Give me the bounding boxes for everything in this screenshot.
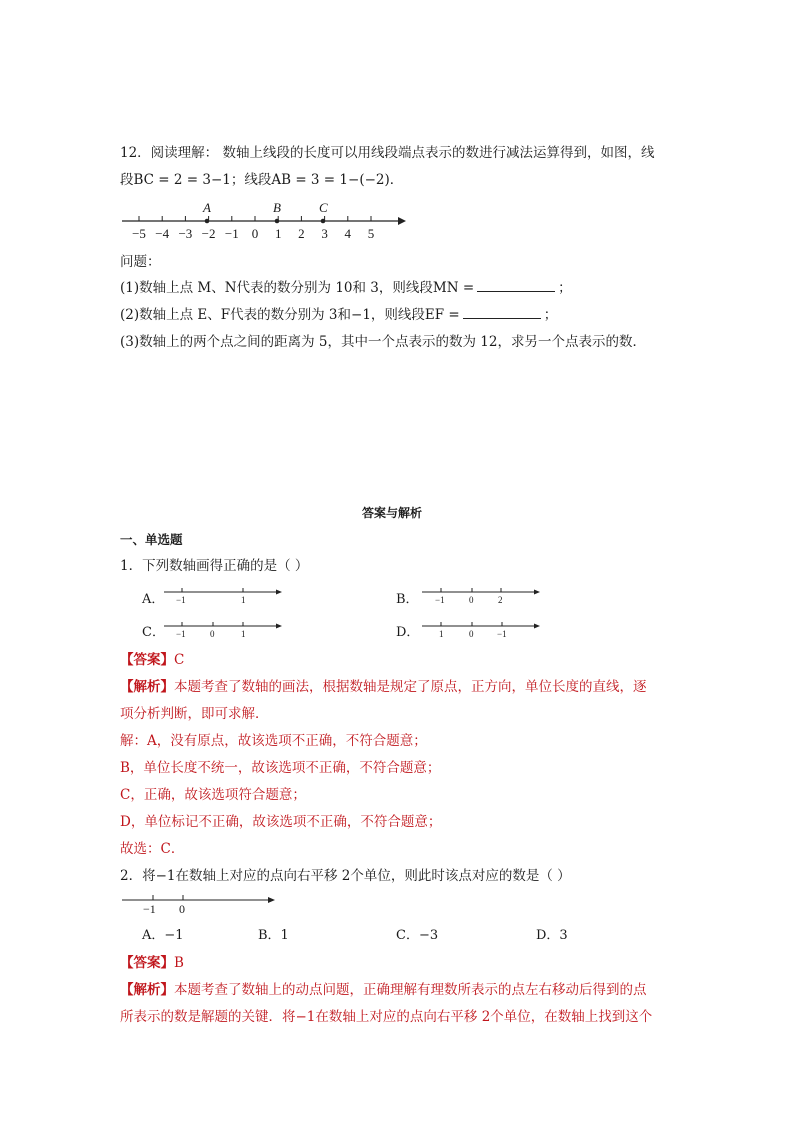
answer-value: B — [174, 955, 184, 971]
q2-option-b: B．1 — [258, 928, 289, 943]
answers-title: 答案与解析 — [362, 506, 423, 520]
q12-part3: (3)数轴上的两个点之间的距离为 5，其中一个点表示的数为 12，求另一个点表示的数． — [120, 334, 646, 350]
q2-option-d: D．3 — [536, 928, 568, 943]
q2-analysis-line2: 所表示的数是解题的关键．将−1在数轴上对应的点向右平移 2个单位，在数轴上找到这个 — [120, 1009, 653, 1025]
axis-tick-label: −3 — [178, 226, 193, 241]
q12-part1-end: ； — [558, 280, 572, 296]
q1-conclusion: 故选：C． — [120, 841, 185, 857]
q1-solution-line: C，正确，故该选项符合题意； — [120, 787, 306, 803]
q1c-tick-label: −1 — [176, 629, 186, 639]
analysis-text: 本题考查了数轴的画法，根据数轴是规定了原点，正方向，单位长度的直线，逐 — [174, 679, 647, 695]
q1-solution-line: B，单位长度不统一，故该选项不正确，不符合题意； — [120, 760, 441, 776]
section-heading: 一、单选题 — [120, 532, 183, 547]
q1d-tick-label: 1 — [439, 629, 444, 639]
q2-answer — [120, 953, 184, 973]
q1-option-c: C． — [142, 625, 165, 640]
axis-tick-label: 5 — [367, 226, 375, 241]
q1-option-b: B． — [396, 592, 419, 607]
q1a-tick-label: 1 — [241, 595, 246, 605]
point-a-label: A — [203, 200, 211, 215]
axis-tick-label: 2 — [298, 226, 305, 241]
q12-line1: 12．阅读理解： 数轴上线段的长度可以用线段端点表示的数进行减法运算得到，如图，线 — [120, 145, 655, 161]
q1b-tick-label: 0 — [469, 595, 474, 605]
axis-tick-label: 1 — [274, 226, 282, 241]
axis-tick-label: −2 — [201, 226, 216, 241]
axis-tick-label: −1 — [224, 226, 239, 241]
analysis-tag: 【解析】 — [120, 982, 174, 998]
question-label: 问题： — [120, 254, 161, 270]
q2-tick-label: 0 — [179, 902, 185, 916]
q2-stem: 2．将−1在数轴上对应的点向右平移 2个单位，则此时该点对应的数是（ ） — [120, 868, 571, 884]
q1-option-d: D． — [396, 625, 420, 640]
q1c-tick-label: 0 — [210, 629, 215, 639]
answer-tag: 【答案】 — [120, 955, 174, 971]
q12-part2-end: ； — [543, 307, 558, 323]
q2-option-a: A．−1 — [142, 928, 184, 943]
q1b-tick-label: 2 — [498, 595, 503, 605]
axis-tick-label: −5 — [132, 226, 146, 241]
q1-analysis-line2: 项分析判断，即可求解． — [120, 706, 269, 722]
q2-option-c: C．−3 — [396, 928, 439, 943]
q1d-tick-label: 0 — [469, 629, 474, 639]
axis-tick-label: 3 — [321, 226, 328, 241]
q2-analysis-line1 — [120, 980, 647, 1000]
q1d-tick-label: −1 — [497, 629, 507, 639]
q1c-tick-label: 1 — [241, 629, 246, 639]
q12-part2-text: (2)数轴上点 E、F代表的数分别为 3和−1，则线段EF = — [120, 307, 460, 323]
axis-tick-label: −4 — [155, 226, 170, 241]
q1-stem: 1．下列数轴画得正确的是（ ） — [120, 558, 309, 574]
q1-option-a: A． — [142, 592, 165, 607]
q12-line2: 段BC = 2 = 3−1；线段AB = 3 = 1−(−2)． — [120, 172, 404, 188]
analysis-text: 本题考查了数轴上的动点问题，正确理解有理数所表示的点左右移动后得到的点 — [174, 982, 647, 998]
answer-tag: 【答案】 — [120, 652, 174, 668]
axis-tick-label: 0 — [251, 226, 259, 241]
analysis-tag: 【解析】 — [120, 679, 174, 695]
q1-solution-line: D，单位标记不正确，故该选项不正确，不符合题意； — [120, 814, 442, 830]
q12-part1-text: (1)数轴上点 M、N代表的数分别为 10和 3，则线段MN = — [120, 280, 475, 296]
q1b-tick-label: −1 — [435, 595, 445, 605]
q2-tick-label: −1 — [143, 902, 156, 916]
point-c-label: C — [319, 200, 328, 215]
answer-value: C — [174, 652, 185, 668]
point-b-label: B — [273, 200, 281, 215]
axis-tick-label: 4 — [344, 226, 352, 241]
q1a-tick-label: −1 — [176, 595, 186, 605]
q1-solution-line: 解：A，没有原点，故该选项不正确，不符合题意； — [120, 733, 427, 749]
